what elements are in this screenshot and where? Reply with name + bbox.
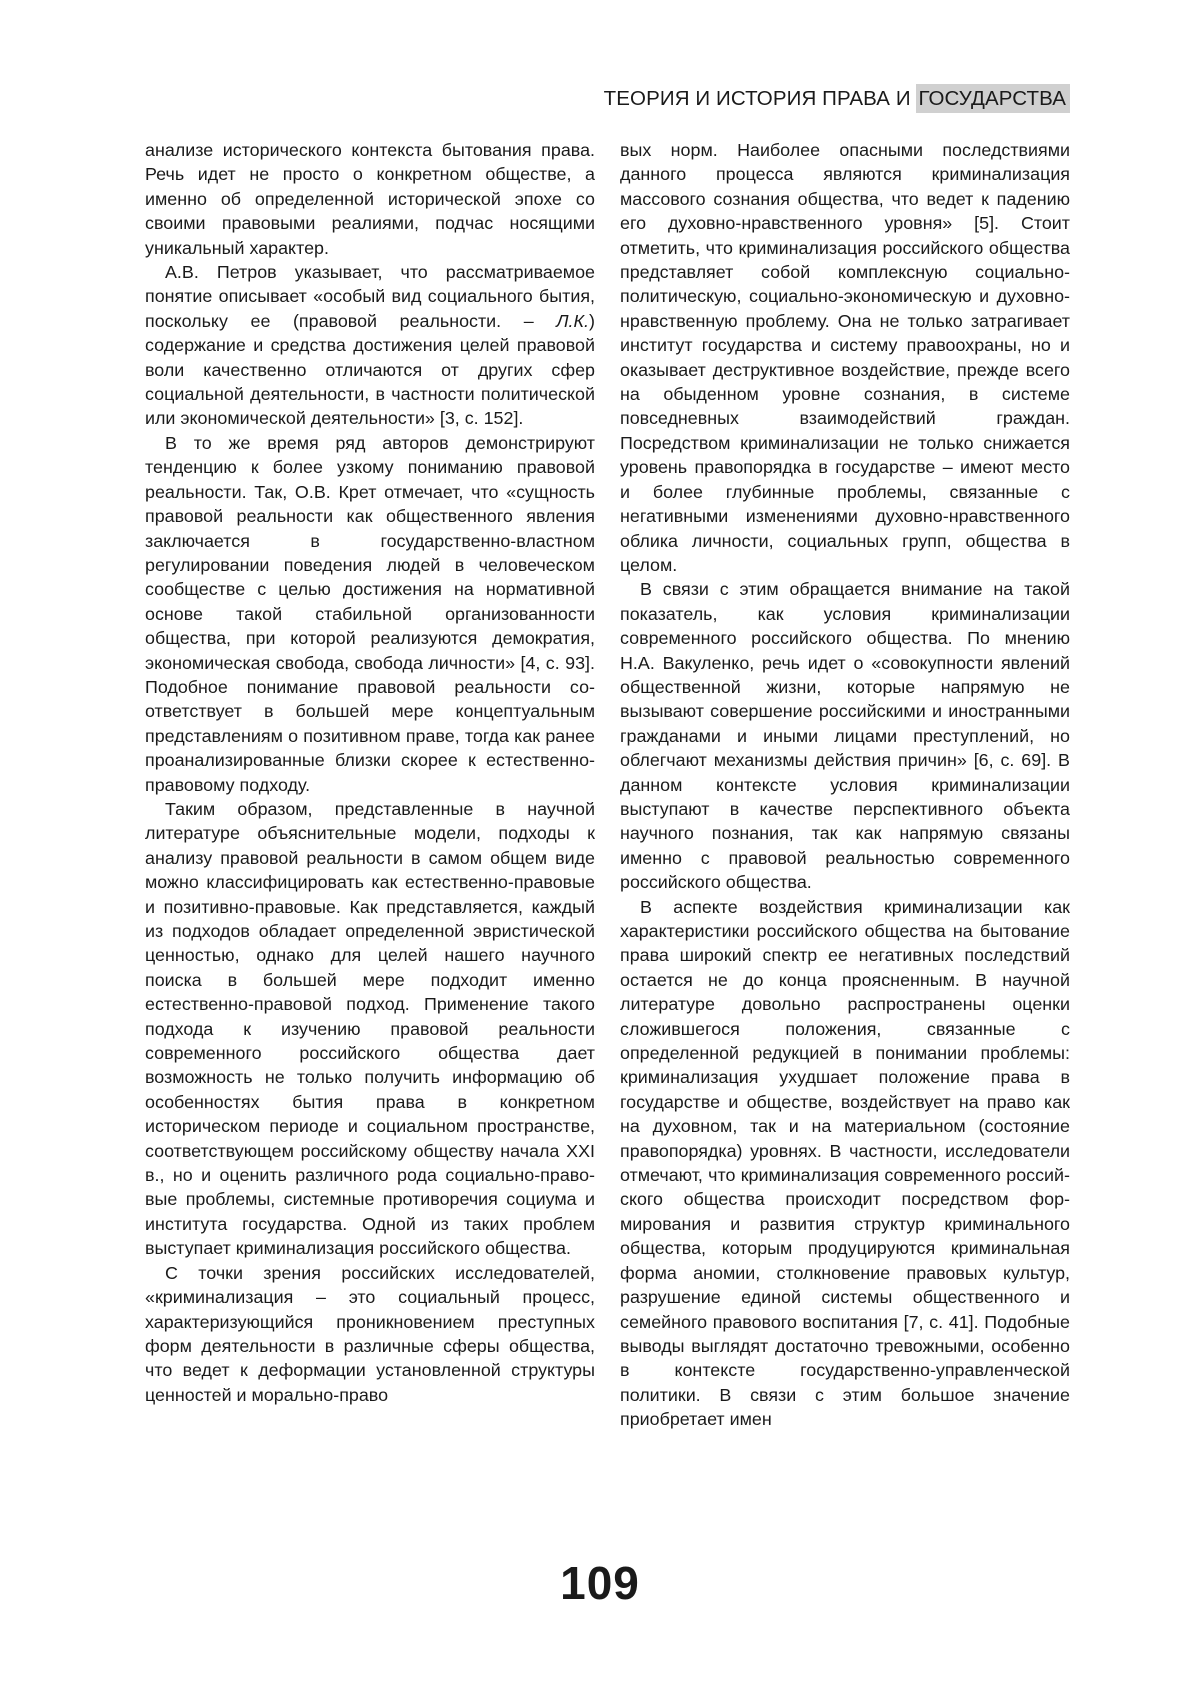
left-paragraph-3: В то же время ряд авторов демонстрируют тенденцию к более узкому пониманию правовой реальности. Так, О.В. Крет отмечает, что «сущность правовой реальности как общественного явления заключается в государственно-властном регулировании поведения людей в человеческом сообществе с целью достижения на нормативной основе такой стабильной организованности общества, при которой реализуются демократия, экономическая свобода, свобода личности» [4, с. 93]. Подобное понимание правовой реальности соответствует в большей мере концептуальным представлениям о позитивном праве, тогда как ранее проанализированные близки скорее к естественно-правовому подходу. bbox=[145, 432, 595, 795]
section-title-part1: ТЕОРИЯ И ИСТОРИЯ ПРАВА И bbox=[603, 87, 917, 110]
left-column bbox=[145, 138, 595, 1538]
left-paragraph-2-start: А.В. Петров указывает, что рассматриваемое понятие описывает «особый вид социального бытия, поскольку ее (правовой реальности. – bbox=[145, 262, 595, 331]
right-paragraph-2: В связи с этим обращается внимание на такой показатель, как условия криминализации современного российского общества. По мнению Н.А. Вакуленко, речь идет о «совокупности явлений общественной жизни, которые напрямую не вызывают совершение российскими и иностранными гражданами и иными лицами преступлений, но облегчают механизмы действия причин» [6, с. 69]. В данном контексте условия криминализации выступают в качестве перспективного объекта научного познания, так как напрямую связаны именно с правовой реальностью современного российского общества. bbox=[620, 579, 1070, 893]
right-paragraph-1: вых норм. Наиболее опасными последствиями данного процесса являются криминализация массового сознания общества, что ведет к падению его духовно-нравственного уровня» [5]. Стоит отметить, что криминализация российского общества представляет собой комплексную социально-политическую, социально-экономическую и духовно-нравственную проблему. Она не только затрагивает институт государства и систему правоохраны, но и оказывает деструктивное воздействие, прежде всего на обыденном уровне сознания, в системе повседневных взаимодействий граждан. Посредством криминализации не только снижается уровень правопорядка в государстве – имеют место и более глубинные проблемы, связанные с негативными изменениями духовно-нравственного облика личности, социальных групп, общества в целом. bbox=[620, 140, 1070, 575]
right-column bbox=[620, 138, 1070, 1538]
author-initials: Л.К. bbox=[556, 310, 590, 331]
left-paragraph-2-end: ) содержание и средства достижения целей правовой воли качественно отличаются от других сфер социальной деятельности, в частности политической или экономической деятельности» [3, с. 152]. bbox=[145, 310, 595, 429]
left-paragraph-4: Таким образом, представленные в научной литературе объяснительные модели, подходы к анализу правовой реальности в самом общем виде можно классифицировать как естественно-правовые и позитивно-правовые. Как представляется, каждый из подходов обладает определенной эвристической ценностью, однако для целей нашего научного поиска в большей мере подходит именно естественно-правовой подход. Применение такого подхода к изучению правовой реальности современного российского общества дает возможность не только получить информацию об особенностях бытия права в конкретном историческом периоде и социальном пространстве, соответствующем российскому обществу начала XXI в., но и оценить различного рода социально-правовые проблемы, системные противоречия социума и института государства. Одной из таких проблем выступает криминализация российского общества. bbox=[145, 798, 595, 1259]
right-paragraph-3: В аспекте воздействия криминализации как характеристики российского общества на бытование права широкий спектр ее негативных последствий остается не до конца проясненным. В научной литературе довольно распространены оценки сложившегося положения, связанные с определенной редукцией в понимании проблемы: криминализация ухудшает положение права в государстве и обществе, воздействует на право как на духовном, так и на материальном (состояние правопорядка) уровнях. В частности, исследователи отмечают, что криминализация современного российского общества происходит посредством формирования и развития структур криминального общества, которым продуцируются криминальная форма аномии, столкновение правовых культур, разрушение единой системы общественного и семейного правового воспитания [7, с. 41]. Подобные выводы выглядят достаточно тревожными, особенно в контексте государственно-управленческой политики. В связи с этим большое значение приобретает имен bbox=[620, 896, 1070, 1430]
section-title bbox=[604, 84, 1070, 114]
left-paragraph-1: анализе исторического контекста бытования права. Речь идет не просто о конкретном обществе, а именно об определенной исторической эпохе со своими правовыми реалиями, подчас носящими уникальный характер. bbox=[145, 140, 595, 258]
running-header bbox=[510, 84, 1070, 114]
section-title-highlight: ГОСУДАРСТВА bbox=[916, 84, 1070, 113]
left-paragraph-2 bbox=[145, 260, 595, 431]
left-paragraph-5: С точки зрения российских исследователей, «криминализация – это социальный процесс, характеризующийся проникновением преступных форм деятельности в различные сферы общества, что ведет к деформации установленной структуры ценностей и морально-право bbox=[145, 1262, 595, 1405]
page-number: 109 bbox=[560, 1557, 640, 1609]
